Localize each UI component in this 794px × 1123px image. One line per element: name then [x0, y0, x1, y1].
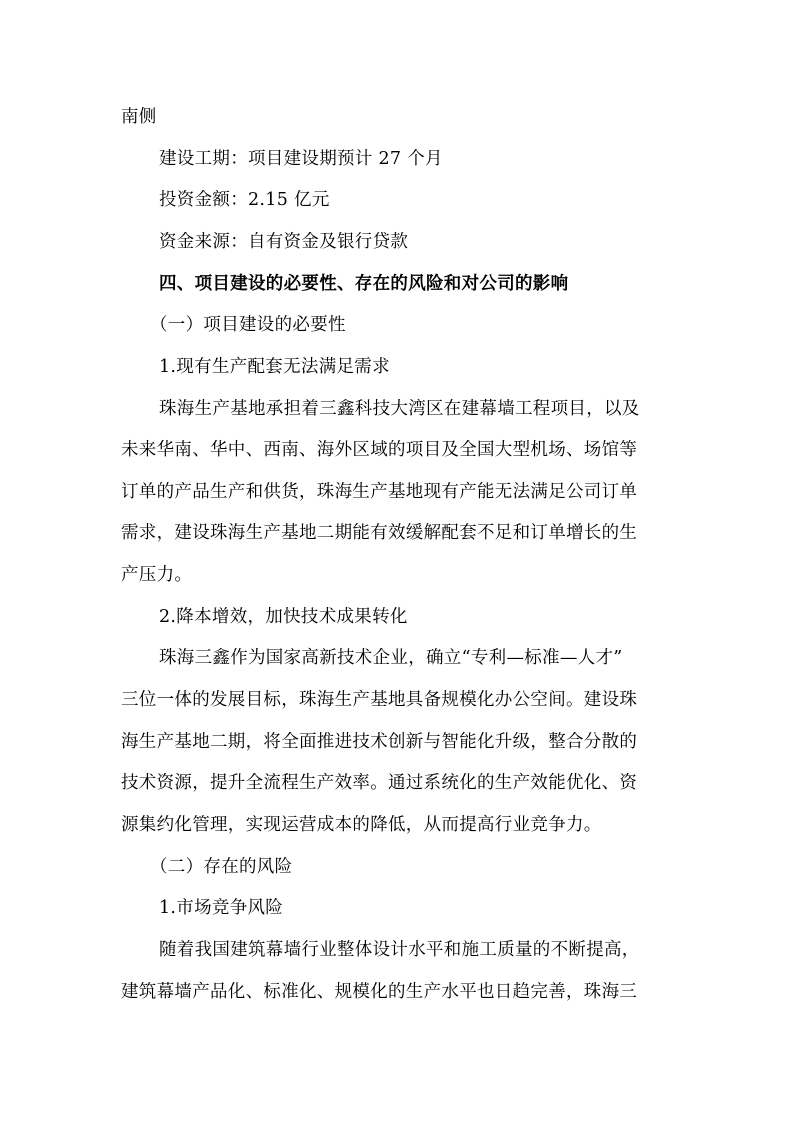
paragraph-line: 订单的产品生产和供货，珠海生产基地现有产能无法满足公司订单: [121, 482, 638, 502]
subsection-heading-2: （二）存在的风险: [150, 857, 293, 877]
item-heading-3: 1.市场竞争风险: [159, 898, 284, 918]
item-heading-2: 2.降本增效，加快技术成果转化: [159, 607, 408, 627]
investment-amount-line: 投资金额：2.15 亿元: [159, 190, 330, 210]
paragraph-line: 海生产基地二期，将全面推进技术创新与智能化升级，整合分散的: [121, 732, 638, 752]
paragraph-line: 技术资源，提升全流程生产效率。通过系统化的生产效能优化、资: [121, 773, 638, 793]
subsection-heading-1: （一）项目建设的必要性: [150, 315, 346, 335]
funding-source-line: 资金来源：自有资金及银行贷款: [159, 232, 409, 252]
paragraph-line: 未来华南、华中、西南、海外区域的项目及全国大型机场、场馆等: [121, 440, 638, 460]
paragraph-line: 需求，建设珠海生产基地二期能有效缓解配套不足和订单增长的生: [121, 523, 638, 543]
paragraph-line: 珠海三鑫作为国家高新技术企业，确立“专利—标准—人才”: [159, 648, 623, 668]
paragraph-line: 随着我国建筑幕墙行业整体设计水平和施工质量的不断提高，: [159, 940, 640, 960]
paragraph-line: 珠海生产基地承担着三鑫科技大湾区在建幕墙工程项目，以及: [159, 399, 640, 419]
item-heading-1: 1.现有生产配套无法满足需求: [159, 357, 390, 377]
paragraph-line: 源集约化管理，实现运营成本的降低，从而提高行业竞争力。: [121, 815, 602, 835]
paragraph-line: 建筑幕墙产品化、标准化、规模化的生产水平也日趋完善，珠海三: [121, 982, 638, 1002]
construction-period-line: 建设工期：项目建设期预计 27 个月: [159, 149, 443, 169]
paragraph-line: 三位一体的发展目标，珠海生产基地具备规模化办公空间。建设珠: [121, 690, 638, 710]
text-line-continuation: 南侧: [121, 107, 157, 127]
section-heading-4: 四、项目建设的必要性、存在的风险和对公司的影响: [159, 274, 569, 294]
paragraph-line: 产压力。: [121, 565, 193, 585]
